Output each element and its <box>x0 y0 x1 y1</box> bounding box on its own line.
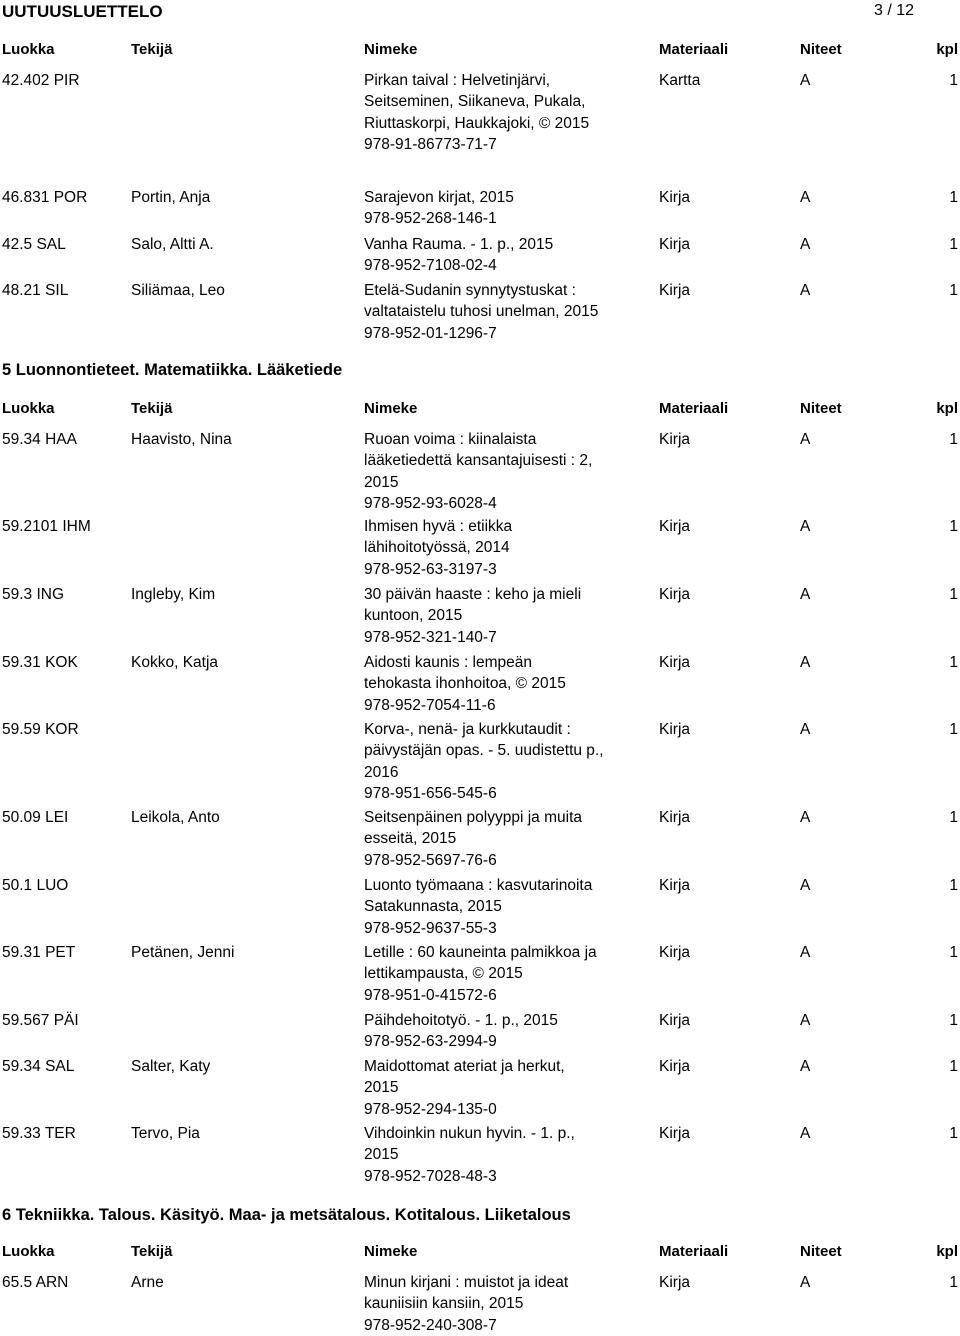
class-code: 59.2101 IHM <box>2 518 91 535</box>
material: Kirja <box>659 1125 691 1142</box>
count: 1 <box>949 809 958 826</box>
copies-code: A <box>800 1058 811 1075</box>
author: Kokko, Katja <box>131 654 219 671</box>
copies-code: A <box>800 586 811 603</box>
count: 1 <box>949 1012 958 1029</box>
copies-code: A <box>800 431 811 448</box>
class-code: 59.34 HAA <box>2 431 77 448</box>
page-number: 3 / 12 <box>873 2 914 19</box>
count: 1 <box>949 721 958 738</box>
class-code: 59.59 KOR <box>2 721 79 738</box>
column-header-nimeke: Nimeke <box>364 400 418 417</box>
title-line: Korva-, nenä- ja kurkkutaudit : <box>364 721 571 738</box>
title-line: Vihdoinkin nukun hyvin. - 1. p., <box>364 1125 575 1142</box>
class-code: 59.34 SAL <box>2 1058 75 1075</box>
author: Siliämaa, Leo <box>131 282 225 299</box>
column-header-nimeke: Nimeke <box>364 1243 418 1260</box>
copies-code: A <box>800 72 811 89</box>
title-block <box>364 234 629 277</box>
copies-code: A <box>800 654 811 671</box>
column-header-niteet: Niteet <box>800 41 842 58</box>
copies-code: A <box>800 1274 811 1291</box>
title-block <box>364 719 629 804</box>
material: Kirja <box>659 1274 691 1291</box>
class-code: 50.09 LEI <box>2 809 69 826</box>
isbn: 978-951-0-41572-6 <box>364 986 497 1004</box>
title-line: Päihdehoitotyö. - 1. p., 2015 <box>364 1012 558 1029</box>
column-header-tekija: Tekijä <box>131 41 173 58</box>
title-block <box>364 70 629 155</box>
copies-code: A <box>800 721 811 738</box>
column-header-niteet: Niteet <box>800 400 842 417</box>
title-line: Satakunnasta, 2015 <box>364 898 502 916</box>
count: 1 <box>949 944 958 961</box>
title-block <box>364 1010 629 1053</box>
title-line: kuntoon, 2015 <box>364 607 463 625</box>
column-header-luokka: Luokka <box>2 1243 55 1260</box>
column-header-luokka: Luokka <box>2 400 55 417</box>
isbn: 978-952-63-3197-3 <box>364 560 497 578</box>
title-block <box>364 584 629 648</box>
count: 1 <box>949 654 958 671</box>
count: 1 <box>949 1058 958 1075</box>
title-block <box>364 1123 629 1187</box>
count: 1 <box>949 431 958 448</box>
copies-code: A <box>800 877 811 894</box>
title-line: tehokasta ihonhoitoa, © 2015 <box>364 675 566 693</box>
title-line: Riuttaskorpi, Haukkajoki, © 2015 <box>364 114 590 132</box>
copies-code: A <box>800 236 811 253</box>
title-line: Vanha Rauma. - 1. p., 2015 <box>364 236 554 253</box>
column-header-tekija: Tekijä <box>131 400 173 417</box>
class-code: 59.33 TER <box>2 1125 76 1142</box>
isbn: 978-952-5697-76-6 <box>364 851 497 869</box>
title-line: Ihmisen hyvä : etiikka <box>364 518 513 535</box>
title-block <box>364 516 629 580</box>
title-line: Aidosti kaunis : lempeän <box>364 654 533 671</box>
class-code: 46.831 POR <box>2 189 88 206</box>
count: 1 <box>949 877 958 894</box>
class-code: 65.5 ARN <box>2 1274 69 1291</box>
title-line: esseitä, 2015 <box>364 830 457 848</box>
column-header-row <box>0 1243 960 1263</box>
title-block <box>364 1056 629 1120</box>
title-line: 2015 <box>364 1146 399 1164</box>
column-header-materiaali: Materiaali <box>659 400 729 417</box>
copies-code: A <box>800 189 811 206</box>
column-header-materiaali: Materiaali <box>659 41 729 58</box>
title-block <box>364 280 629 344</box>
copies-code: A <box>800 282 811 299</box>
title-block <box>364 807 629 871</box>
author: Tervo, Pia <box>131 1125 200 1142</box>
isbn: 978-952-7108-02-4 <box>364 257 497 275</box>
material: Kirja <box>659 1058 691 1075</box>
title-block <box>364 875 629 939</box>
isbn: 978-952-93-6028-4 <box>364 494 497 512</box>
isbn: 978-952-63-2994-9 <box>364 1033 497 1051</box>
column-header-materiaali: Materiaali <box>659 1243 729 1260</box>
title-block <box>364 187 629 230</box>
class-code: 48.21 SIL <box>2 282 69 299</box>
isbn: 978-952-9637-55-3 <box>364 919 497 937</box>
material: Kirja <box>659 1012 691 1029</box>
title-block <box>364 942 629 1006</box>
count: 1 <box>949 1125 958 1142</box>
material: Kirja <box>659 586 691 603</box>
count: 1 <box>949 72 958 89</box>
class-code: 59.3 ING <box>2 586 65 603</box>
title-line: Ruoan voima : kiinalaista <box>364 431 537 448</box>
section-heading: 6 Tekniikka. Talous. Käsityö. Maa- ja metsätalous. Kotitalous. Liiketalous <box>2 1206 571 1224</box>
title-block <box>364 652 629 716</box>
copies-code: A <box>800 944 811 961</box>
title-line: lähihoitotyössä, 2014 <box>364 539 510 557</box>
material: Kirja <box>659 189 691 206</box>
material: Kirja <box>659 877 691 894</box>
isbn: 978-952-268-146-1 <box>364 210 497 228</box>
isbn: 978-952-7028-48-3 <box>364 1167 497 1185</box>
count: 1 <box>949 189 958 206</box>
page-title: UUTUUSLUETTELO <box>2 2 163 21</box>
class-code: 42.402 PIR <box>2 72 80 89</box>
column-header-luokka: Luokka <box>2 41 55 58</box>
title-line: kauniisiin kansiin, 2015 <box>364 1295 524 1313</box>
class-code: 42.5 SAL <box>2 236 66 253</box>
title-line: päivystäjän opas. - 5. uudistettu p., <box>364 742 604 760</box>
count: 1 <box>949 1274 958 1291</box>
column-header-niteet: Niteet <box>800 1243 842 1260</box>
material: Kirja <box>659 282 691 299</box>
author: Haavisto, Nina <box>131 431 232 448</box>
title-line: Luonto työmaana : kasvutarinoita <box>364 877 593 894</box>
material: Kirja <box>659 431 691 448</box>
isbn: 978-952-321-140-7 <box>364 628 497 646</box>
column-header-row <box>0 41 960 61</box>
title-line: Letille : 60 kauneinta palmikkoa ja <box>364 944 597 961</box>
author: Portin, Anja <box>131 189 211 206</box>
title-line: Minun kirjani : muistot ja ideat <box>364 1274 569 1291</box>
author: Salo, Altti A. <box>131 236 214 253</box>
class-code: 59.31 KOK <box>2 654 78 671</box>
author: Petänen, Jenni <box>131 944 235 961</box>
material: Kirja <box>659 944 691 961</box>
isbn: 978-951-656-545-6 <box>364 784 497 802</box>
section-heading: 5 Luonnontieteet. Matematiikka. Lääketiede <box>2 361 343 379</box>
author: Arne <box>131 1274 164 1291</box>
count: 1 <box>949 282 958 299</box>
title-line: 2015 <box>364 1079 399 1097</box>
title-line: Etelä-Sudanin synnytystuskat : <box>364 282 576 299</box>
title-line: Maidottomat ateriat ja herkut, <box>364 1058 565 1075</box>
copies-code: A <box>800 518 811 535</box>
count: 1 <box>949 586 958 603</box>
count: 1 <box>949 236 958 253</box>
material: Kirja <box>659 721 691 738</box>
title-block <box>364 429 629 514</box>
material: Kirja <box>659 236 691 253</box>
column-header-kpl: kpl <box>936 1243 958 1260</box>
count: 1 <box>949 518 958 535</box>
isbn: 978-952-294-135-0 <box>364 1100 497 1118</box>
author: Salter, Katy <box>131 1058 211 1075</box>
title-line: Sarajevon kirjat, 2015 <box>364 189 514 206</box>
material: Kirja <box>659 654 691 671</box>
title-line: Pirkan taival : Helvetinjärvi, <box>364 72 551 89</box>
column-header-row <box>0 400 960 420</box>
title-line: 30 päivän haaste : keho ja mieli <box>364 586 582 603</box>
title-line: lääketiedettä kansantajuisesti : 2, <box>364 452 593 470</box>
title-line: 2015 <box>364 473 399 491</box>
author: Ingleby, Kim <box>131 586 216 603</box>
column-header-kpl: kpl <box>936 400 958 417</box>
column-header-tekija: Tekijä <box>131 1243 173 1260</box>
title-block <box>364 1272 629 1336</box>
material: Kartta <box>659 72 701 89</box>
class-code: 59.567 PÄI <box>2 1012 79 1029</box>
isbn: 978-91-86773-71-7 <box>364 135 497 153</box>
material: Kirja <box>659 518 691 535</box>
column-header-nimeke: Nimeke <box>364 41 418 58</box>
isbn: 978-952-7054-11-6 <box>364 696 496 714</box>
isbn: 978-952-240-308-7 <box>364 1316 497 1334</box>
author: Leikola, Anto <box>131 809 220 826</box>
title-line: Seitseminen, Siikaneva, Pukala, <box>364 93 586 111</box>
copies-code: A <box>800 809 811 826</box>
copies-code: A <box>800 1125 811 1142</box>
class-code: 59.31 PET <box>2 944 76 961</box>
title-line: 2016 <box>364 763 399 781</box>
title-line: Seitsenpäinen polyyppi ja muita <box>364 809 582 826</box>
column-header-kpl: kpl <box>936 41 958 58</box>
class-code: 50.1 LUO <box>2 877 69 894</box>
copies-code: A <box>800 1012 811 1029</box>
material: Kirja <box>659 809 691 826</box>
title-line: valtataistelu tuhosi unelman, 2015 <box>364 303 599 321</box>
title-line: lettikampausta, © 2015 <box>364 965 523 983</box>
isbn: 978-952-01-1296-7 <box>364 324 497 342</box>
